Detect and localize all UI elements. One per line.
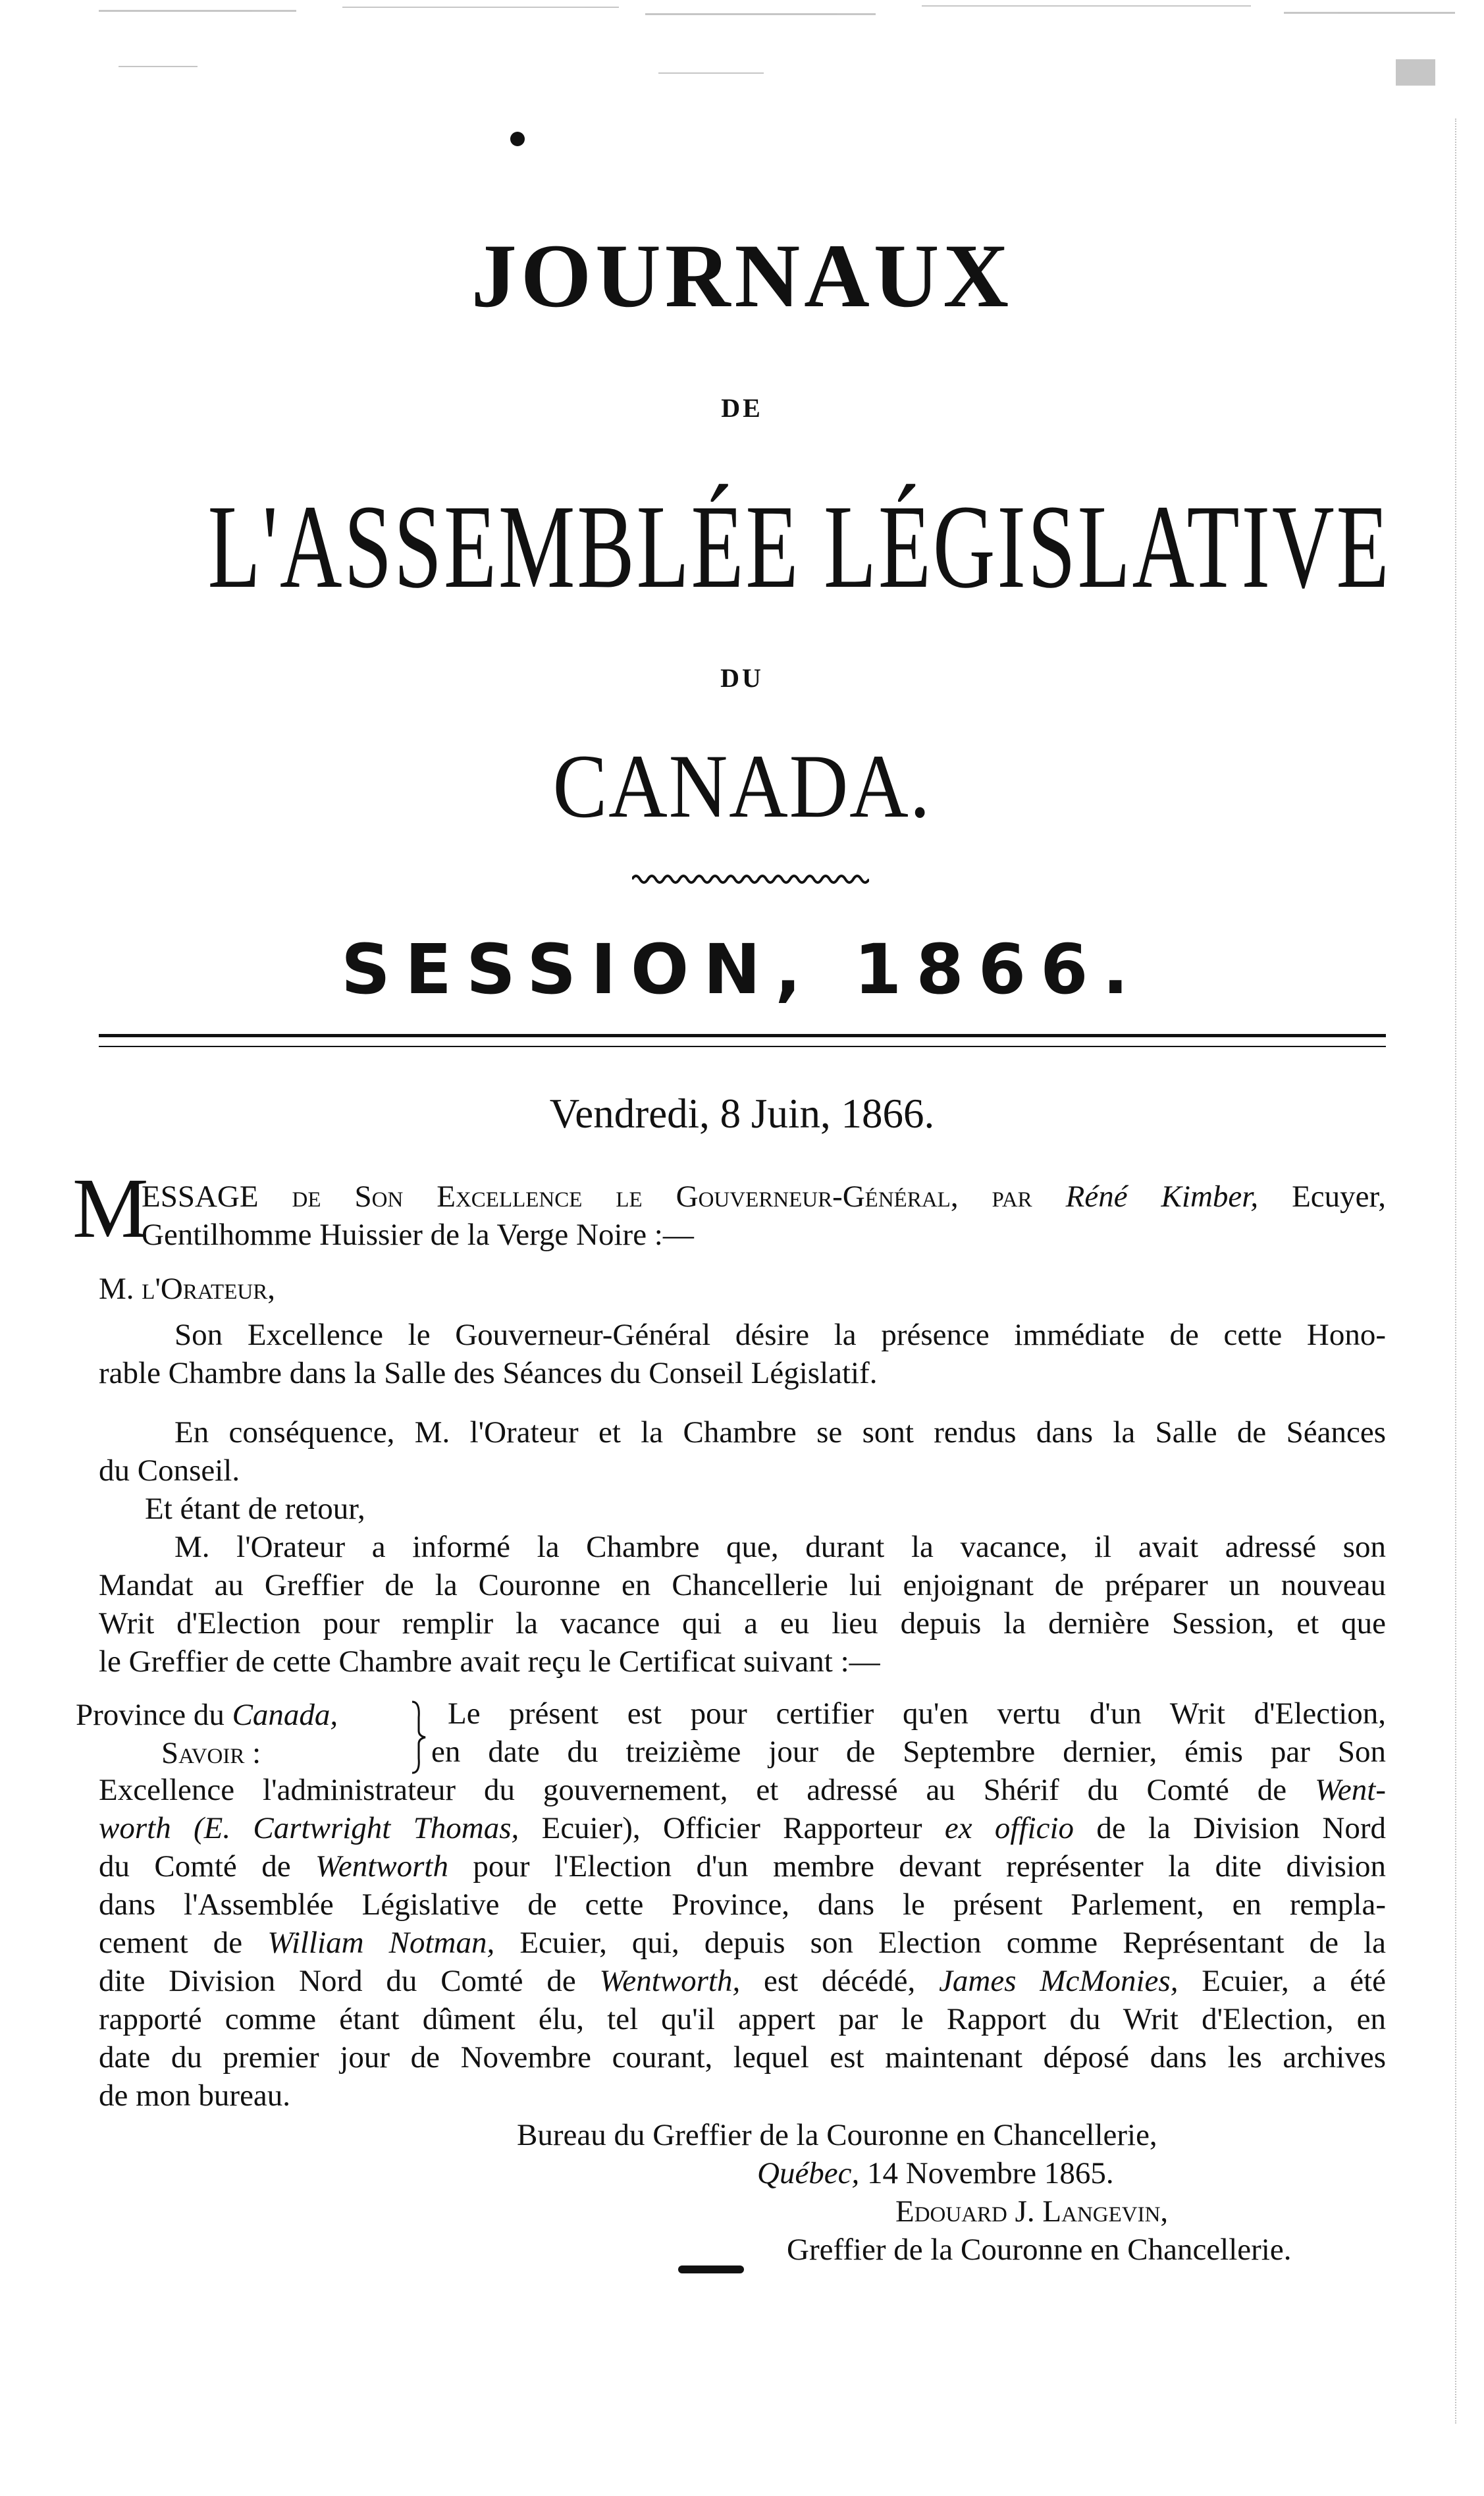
paragraph-4-line-1: M. l'Orateur a informé la Chambre que, durant la vacance, il avait adressé son bbox=[174, 1530, 1386, 1564]
masthead-de: DE bbox=[721, 393, 763, 423]
paragraph-4-line-3: Writ d'Election pour remplir la vacance qui a eu lieu depuis la dernière Session, et que bbox=[99, 1606, 1386, 1641]
signature-name: Edouard J. Langevin, bbox=[895, 2194, 1169, 2229]
double-rule-thin bbox=[99, 1046, 1386, 1047]
signature-bureau: Bureau du Greffier de la Couronne en Chancellerie, bbox=[517, 2118, 1157, 2152]
paragraph-4-line-2: Mandat au Greffier de la Couronne en Chancellerie lui enjoignant de préparer un nouveau bbox=[99, 1568, 1386, 1602]
certificate-line-3: Excellence l'administrateur du gouvernement, et adressé au Shérif du Comté de Went- bbox=[99, 1773, 1386, 1807]
masthead-assemblee: L'ASSEMBLÉE LÉGISLATIVE bbox=[207, 481, 1391, 613]
paragraph-2-line-1: En conséquence, M. l'Orateur et la Chambre se sont rendus dans la Salle de Séances bbox=[174, 1415, 1386, 1450]
certificate-line-10: date du premier jour de Novembre courant, lequel est maintenant déposé dans les archives bbox=[99, 2040, 1386, 2075]
certificate-line-4: worth (E. Cartwright Thomas, Ecuier), Officier Rapporteur ex officio de la Division Nord bbox=[99, 1811, 1387, 1845]
certificate-line-7: cement de William Notman, Ecuier, qui, depuis son Election comme Représentant de la bbox=[99, 1926, 1387, 1960]
paragraph-1-line-2: rable Chambre dans la Salle des Séances du Conseil Législatif. bbox=[99, 1356, 878, 1390]
page-edge bbox=[1455, 119, 1458, 2424]
scan-noise-header bbox=[0, 0, 1484, 99]
certificate-line-1: Le présent est pour certifier qu'en vertu d'un Writ d'Election, bbox=[448, 1696, 1386, 1731]
certificate-line-8: dite Division Nord du Comté de Wentworth, est décédé, James McMonies, Ecuier, a été bbox=[99, 1964, 1387, 1998]
paragraph-4-line-4: le Greffier de cette Chambre avait reçu le Certificat suivant :— bbox=[99, 1644, 880, 1679]
brace-icon bbox=[408, 1698, 428, 1777]
certificate-line-5: du Comté de Wentworth pour l'Election d'un membre devant représenter la dite division bbox=[99, 1849, 1386, 1884]
sitting-date: Vendredi, 8 Juin, 1866. bbox=[549, 1091, 935, 1137]
double-rule-thick bbox=[99, 1034, 1386, 1037]
signature-title: Greffier de la Couronne en Chancellerie. bbox=[787, 2233, 1292, 2267]
session-heading: SESSION, 1866. bbox=[341, 929, 1143, 1010]
certificate-line-11: de mon bureau. bbox=[99, 2078, 291, 2113]
orateur-address: M. l'Orateur, bbox=[99, 1272, 275, 1306]
certificate-province: Province du Canada, bbox=[76, 1698, 338, 1732]
paragraph-2-line-2: du Conseil. bbox=[99, 1453, 240, 1488]
signature-place-date: Québec, 14 Novembre 1865. bbox=[757, 2156, 1114, 2190]
wavy-ornament bbox=[632, 869, 869, 889]
paragraph-3: Et étant de retour, bbox=[145, 1492, 365, 1526]
certificate-line-6: dans l'Assemblée Législative de cette Province, dans le présent Parlement, en rempla- bbox=[99, 1887, 1386, 1922]
paragraph-1-line-1: Son Excellence le Gouverneur-Général désire la présence immédiate de cette Hono- bbox=[174, 1318, 1386, 1352]
masthead-title: JOURNAUX bbox=[471, 225, 1013, 326]
masthead-du: DU bbox=[720, 663, 764, 693]
masthead-canada: CANADA. bbox=[552, 736, 932, 836]
closing-rule bbox=[678, 2265, 744, 2273]
certificate-line-9: rapporté comme étant dûment élu, tel qu'il appert par le Rapport du Writ d'Election, en bbox=[99, 2002, 1386, 2036]
message-line-2: Gentilhomme Huissier de la Verge Noire :— bbox=[142, 1218, 694, 1252]
certificate-savoir: Savoir : bbox=[161, 1736, 261, 1770]
ink-dot bbox=[510, 132, 525, 146]
message-line-1: ESSAGE de Son Excellence le Gouverneur-Général, par Réné Kimber, Ecuyer, bbox=[142, 1180, 1387, 1214]
certificate-line-2: en date du treizième jour de Septembre dernier, émis par Son bbox=[431, 1735, 1386, 1769]
drop-cap: M bbox=[72, 1161, 149, 1256]
